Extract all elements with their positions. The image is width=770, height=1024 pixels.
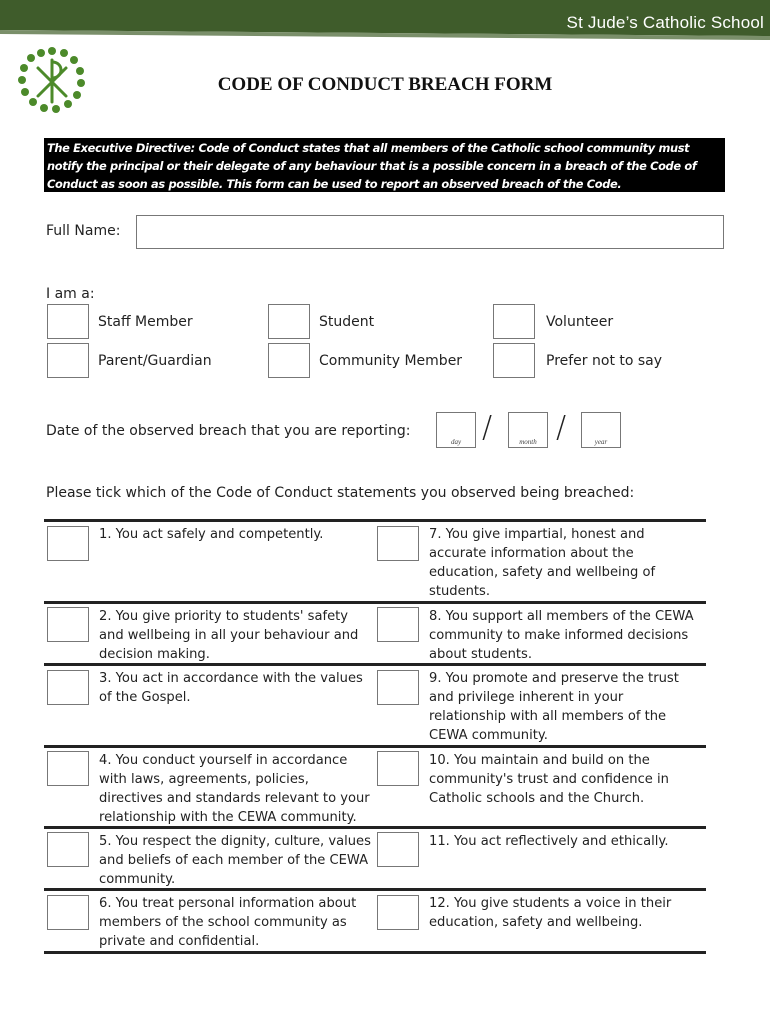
month-input[interactable]	[508, 412, 548, 448]
statement-11-checkbox[interactable]	[377, 832, 419, 867]
date-separator: /	[556, 410, 567, 445]
statement-7: 7. You give impartial, honest and accurate information about the education, safety and wellbeing of students.	[429, 527, 656, 599]
row-divider	[44, 601, 706, 604]
statement-10-checkbox[interactable]	[377, 751, 419, 786]
school-name: St Jude’s Catholic School	[566, 13, 764, 32]
statement-3-checkbox[interactable]	[47, 670, 89, 705]
full-name-input[interactable]	[136, 215, 724, 249]
statement-12: 12. You give students a voice in their education, safety and wellbeing.	[429, 896, 672, 930]
full-name-label: Full Name:	[46, 223, 121, 239]
day-input[interactable]	[436, 412, 476, 448]
row-divider	[44, 519, 706, 522]
statement-9: 9. You promote and preserve the trust and privilege inherent in your relationship with all members of the CEWA community.	[429, 671, 679, 743]
row-divider	[44, 951, 706, 954]
statement-12-checkbox[interactable]	[377, 895, 419, 930]
staff-member-checkbox[interactable]	[47, 304, 89, 339]
i-am-label: I am a:	[46, 286, 95, 302]
staff-member-label: Staff Member	[98, 314, 193, 330]
date-separator: /	[482, 410, 493, 445]
prefer-not-to-say-checkbox[interactable]	[493, 343, 535, 378]
student-label: Student	[319, 314, 375, 330]
executive-directive: The Executive Directive: Code of Conduct states that all members of the Catholic school community must notify the principal or their delegate of any behaviour that is a possible concern in a breach of the Code of Conduct as soon as possible. This form can be used to report an observed breach of the Code.	[44, 138, 725, 192]
statement-10: 10. You maintain and build on the community's trust and confidence in Catholic schools and the Church.	[429, 753, 669, 806]
statement-6-checkbox[interactable]	[47, 895, 89, 930]
community-member-checkbox[interactable]	[268, 343, 310, 378]
statement-3: 3. You act in accordance with the values of the Gospel.	[99, 671, 363, 705]
community-member-label: Community Member	[319, 353, 463, 369]
statement-11: 11. You act reflectively and ethically.	[429, 834, 669, 849]
year-hint: year	[594, 438, 608, 446]
statement-4-checkbox[interactable]	[47, 751, 89, 786]
statement-2: 2. You give priority to students' safety and wellbeing in all your behaviour and decision making.	[99, 609, 359, 662]
statement-2-checkbox[interactable]	[47, 607, 89, 642]
statement-1-checkbox[interactable]	[47, 526, 89, 561]
statement-4: 4. You conduct yourself in accordance with laws, agreements, policies, directives and standards relevant to your relationship with the CEWA community.	[99, 753, 370, 825]
row-divider	[44, 745, 706, 748]
date-label: Date of the observed breach that you are reporting:	[46, 423, 411, 439]
statement-8: 8. You support all members of the CEWA community to make informed decisions about students.	[429, 609, 694, 662]
statement-5: 5. You respect the dignity, culture, values and beliefs of each member of the CEWA community.	[99, 834, 371, 887]
volunteer-label: Volunteer	[546, 314, 614, 330]
volunteer-checkbox[interactable]	[493, 304, 535, 339]
statement-6: 6. You treat personal information about members of the school community as private and confidential.	[99, 896, 357, 949]
statement-5-checkbox[interactable]	[47, 832, 89, 867]
statement-9-checkbox[interactable]	[377, 670, 419, 705]
form-title: CODE OF CONDUCT BREACH FORM	[217, 74, 553, 95]
statement-7-checkbox[interactable]	[377, 526, 419, 561]
month-hint: month	[519, 438, 537, 446]
student-checkbox[interactable]	[268, 304, 310, 339]
statements-heading: Please tick which of the Code of Conduct statements you observed being breached:	[46, 485, 635, 501]
statement-8-checkbox[interactable]	[377, 607, 419, 642]
parent-guardian-label: Parent/Guardian	[98, 353, 212, 369]
day-hint: day	[450, 438, 462, 446]
parent-guardian-checkbox[interactable]	[47, 343, 89, 378]
statement-1: 1. You act safely and competently.	[99, 527, 324, 542]
prefer-not-to-say-label: Prefer not to say	[546, 353, 663, 369]
year-input[interactable]	[581, 412, 621, 448]
